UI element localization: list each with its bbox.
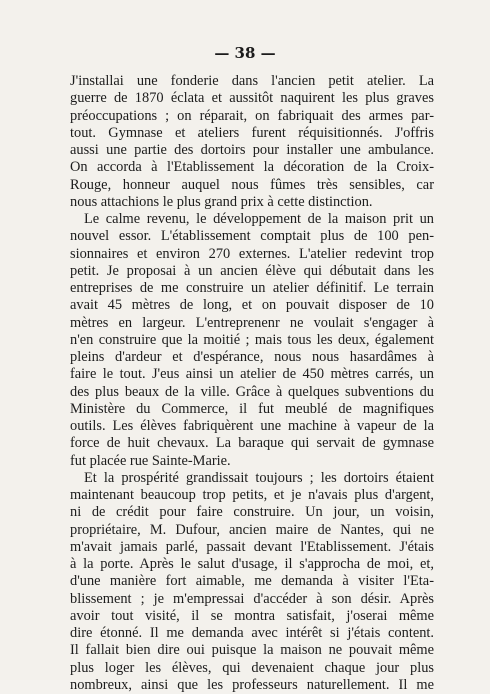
text-line: des plus beaux de la ville. Grâce à quelques subventions du bbox=[70, 383, 434, 400]
text-line: nous attachions le plus grand prix à cette distinction. bbox=[70, 193, 373, 210]
text-line: dire étonné. Il me demanda avec intérêt si j'étais content. bbox=[70, 625, 434, 641]
text-line: outils. Les élèves fabriquèrent une machine à vapeur de la bbox=[70, 418, 434, 434]
text-line: entreprises de me construire un atelier définitif. Le terrain bbox=[70, 280, 434, 296]
text-line: mètres en largeur. L'entreprenenr ne voulait s'engager à bbox=[70, 314, 434, 331]
text-line: Rouge, honneur auquel nous fûmes très sensibles, car bbox=[70, 176, 434, 193]
text-line: On accorda à l'Etablissement la décoration de la Croix- bbox=[70, 159, 434, 176]
text-line: sionnaires et environ 270 externes. L'atelier redevint trop bbox=[70, 245, 434, 262]
text-line: n'en construire que la moitié ; mais tous les deux, également bbox=[70, 331, 434, 348]
text-line: blissement ; je m'empressai d'accéder à son désir. Après bbox=[70, 590, 434, 607]
text-line: guerre de 1870 éclata et aussitôt naquirent les plus graves bbox=[70, 90, 434, 107]
text-line: J'installai une fonderie dans l'ancien petit atelier. La bbox=[70, 73, 434, 89]
paragraph bbox=[70, 73, 434, 211]
paragraph bbox=[70, 211, 434, 470]
text-line: Et la prospérité grandissait toujours ; les dortoirs étaient bbox=[84, 469, 434, 486]
text-line: petit. Je proposai à un ancien élève qui débutait dans les bbox=[70, 262, 434, 279]
text-line: Ministère du Commerce, il fut meublé de magnifiques bbox=[70, 400, 434, 417]
text-line: m'avait jamais parlé, passait devant l'Etablissement. J'étais bbox=[70, 538, 434, 555]
text-line: propriétaire, M. Dufour, ancien maire de Nantes, qui ne bbox=[70, 521, 434, 538]
text-line: d'une manière fort aimable, me demanda à visiter l'Eta- bbox=[70, 573, 434, 590]
text-line: fut placée rue Sainte-Marie. bbox=[70, 452, 231, 469]
text-line: pleins d'ardeur et d'espérance, nous nous hasardâmes à bbox=[70, 349, 434, 365]
paragraph bbox=[70, 470, 434, 694]
text-line: Il fallait bien dire oui puisque la maison ne pouvait même bbox=[70, 642, 434, 659]
page-number: — 38 — bbox=[214, 44, 276, 62]
text-line: nombreux, ainsi que les professeurs naturellement. Il me bbox=[70, 676, 434, 693]
text-line: plus loger les élèves, qui devenaient chaque jour plus bbox=[70, 659, 434, 676]
body-text bbox=[70, 73, 434, 694]
text-line: maintenant beaucoup trop petits, et je n'avais plus d'argent, bbox=[70, 487, 434, 503]
text-line: préoccupations ; on réparait, on fabriquait des armes par- bbox=[70, 107, 434, 124]
text-line: tout. Gymnase et ateliers furent réquisitionnés. J'offris bbox=[70, 124, 434, 141]
text-line: force de huit chevaux. La baraque qui servait de gymnase bbox=[70, 435, 434, 452]
text-line: faire le tout. J'eus ainsi un atelier de 450 mètres carrés, un bbox=[70, 366, 434, 383]
text-line: ni de crédit pour faire construire. Un jour, un voisin, bbox=[70, 504, 434, 521]
text-line: à la porte. Après le salut d'usage, il s'approcha de moi, et, bbox=[70, 556, 434, 572]
text-line: aussi une partie des dortoirs pour installer une ambulance. bbox=[70, 142, 434, 158]
text-line: Le calme revenu, le développement de la maison prit un bbox=[84, 211, 434, 227]
text-line: avoir tout visité, il se montra satisfait, j'oserai même bbox=[70, 607, 434, 624]
text-line: nouvel essor. L'établissement comptait plus de 100 pen- bbox=[70, 228, 434, 245]
text-line: avait 45 mètres de long, et on pouvait disposer de 10 bbox=[70, 297, 434, 314]
